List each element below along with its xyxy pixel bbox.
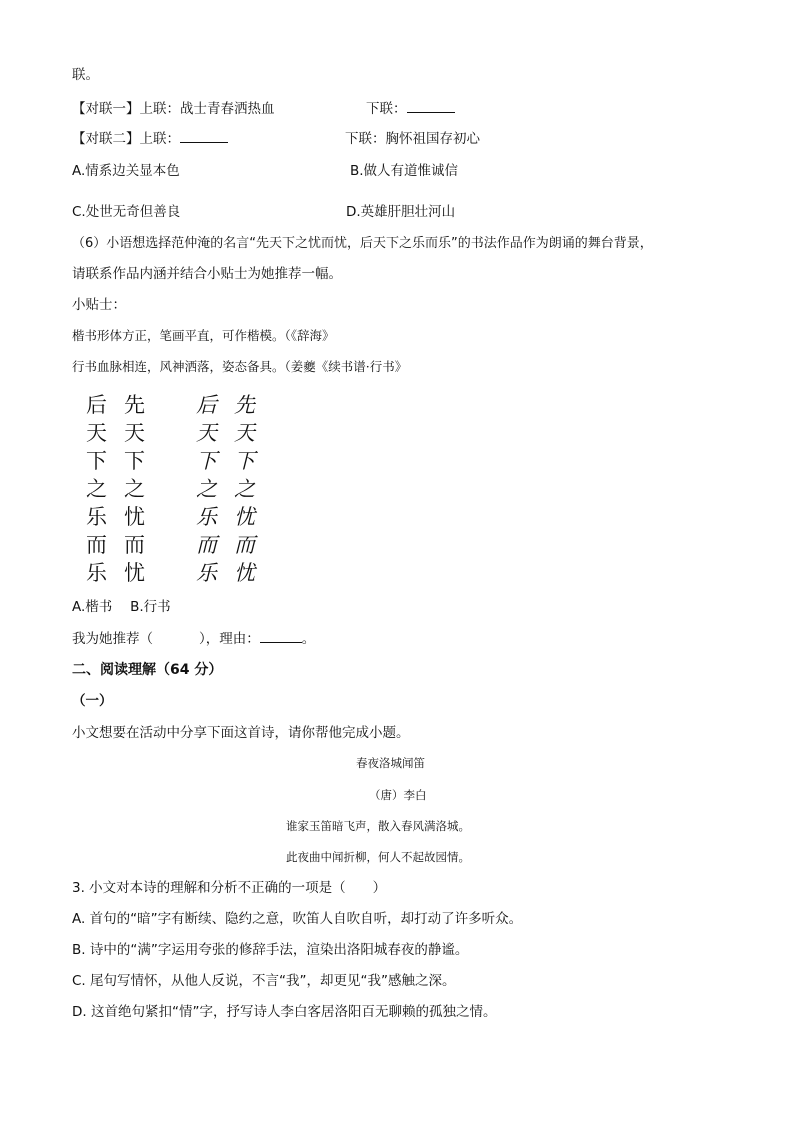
poem-line-1: 谁家玉笛暗飞声，散入春风满洛城。 [286, 819, 470, 833]
calli-char: 天 [124, 421, 145, 445]
calli-char: 先 [234, 393, 255, 417]
calli-char: 天 [234, 421, 255, 445]
question-6-line-1: （6）小语想选择范仲淹的名言“先天下之忧而忧，后天下之乐而乐”的书法作品作为朗诵的舞台背景， [72, 236, 653, 251]
calli-char: 乐 [86, 505, 107, 529]
calli-row [86, 419, 162, 447]
calli-char: 乐 [196, 561, 217, 585]
question-3-option-d: D. 这首绝句紧扣“情”字，抒写诗人李白客居洛阳百无聊赖的孤独之情。 [72, 1004, 497, 1020]
calli-char: 忧 [124, 561, 145, 585]
calli-char: 之 [86, 477, 107, 501]
question-6-line-2: 请联系作品内涵并结合小贴士为她推荐一幅。 [72, 266, 342, 282]
calli-char: 忧 [234, 561, 255, 585]
section-heading: 二、阅读理解（64 分） [72, 662, 223, 678]
q5-tail: 联。 [72, 67, 99, 83]
question-3-option-a: A. 首句的“暗”字有断续、隐约之意，吹笛人自吹自听，却打动了许多听众。 [72, 911, 523, 927]
recommend-prefix: 我为她推荐（ [72, 631, 153, 647]
calli-char: 之 [234, 477, 255, 501]
calli-char: 下 [234, 449, 255, 473]
calli-row [86, 503, 162, 531]
recommend-line [72, 630, 315, 648]
calli-char: 天 [86, 421, 107, 445]
recommend-end: 。 [301, 631, 316, 647]
calli-char: 下 [86, 449, 107, 473]
question-3-option-b: B. 诗中的“满”字运用夸张的修辞手法，渲染出洛阳城春夜的静谧。 [72, 942, 469, 958]
couplet-2-lower: 下联：胸怀祖国存初心 [345, 131, 480, 147]
calligraphy-xingshu [196, 391, 272, 587]
option-c: C.处世无奇但善良 [72, 204, 181, 220]
calli-row [86, 447, 162, 475]
calli-row [86, 559, 162, 587]
question-3-option-c: C. 尾句写情怀，从他人反说，不言“我”，却更见“我”感触之深。 [72, 973, 456, 989]
tip-xingshu: 行书血脉相连，风神洒落，姿态备具。（姜夔《续书谱·行书》 [72, 359, 408, 374]
calli-row [196, 503, 272, 531]
tips-title: 小贴士： [72, 297, 126, 313]
calli-char: 之 [124, 477, 145, 501]
calli-char: 后 [86, 393, 107, 417]
tip-kaishu: 楷书形体方正，笔画平直，可作楷模。（《辞海》 [72, 328, 335, 343]
blank-line [407, 100, 455, 113]
couplet-2 [72, 130, 228, 148]
calli-row [86, 391, 162, 419]
poem-intro: 小文想要在活动中分享下面这首诗，请你帮他完成小题。 [72, 725, 410, 741]
calli-row [86, 475, 162, 503]
calli-char: 忧 [234, 505, 255, 529]
calli-row [196, 419, 272, 447]
poem-author: （唐）李白 [369, 788, 427, 802]
blank-line [260, 630, 302, 643]
calli-row [196, 391, 272, 419]
calligraphy-kaishu [86, 391, 162, 587]
calli-char: 后 [196, 393, 217, 417]
couplet-2-upper-label: 【对联二】上联： [72, 131, 180, 147]
couplet-1 [72, 100, 275, 118]
calli-row [196, 559, 272, 587]
calli-char: 乐 [86, 561, 107, 585]
subsection-heading: （一） [72, 693, 113, 709]
option-d: D.英雄肝胆壮河山 [346, 204, 456, 220]
calli-row [196, 475, 272, 503]
poem-title: 春夜洛城闻笛 [356, 756, 425, 770]
poem-line-2: 此夜曲中闻折柳，何人不起故园情。 [286, 850, 470, 864]
calli-char: 先 [124, 393, 145, 417]
option-b: B.做人有道惟诚信 [350, 163, 459, 179]
calligraphy-options: A.楷书 B.行书 [72, 599, 171, 615]
calli-row [86, 531, 162, 559]
calli-char: 下 [124, 449, 145, 473]
calli-char: 下 [196, 449, 217, 473]
calli-char: 而 [124, 533, 145, 557]
couplet-1-lower [366, 100, 455, 118]
calli-row [196, 447, 272, 475]
calli-row [196, 531, 272, 559]
calli-char: 而 [196, 533, 217, 557]
calli-char: 之 [196, 477, 217, 501]
couplet-1-upper: 【对联一】上联：战士青春洒热血 [72, 101, 275, 117]
calli-char: 天 [196, 421, 217, 445]
calli-char: 而 [86, 533, 107, 557]
blank-line [180, 130, 228, 143]
couplet-1-lower-label: 下联： [366, 101, 407, 117]
question-3: 3. 小文对本诗的理解和分析不正确的一项是（ ） [72, 880, 387, 896]
calli-char: 忧 [124, 505, 145, 529]
calli-char: 而 [234, 533, 255, 557]
calli-char: 乐 [196, 505, 217, 529]
recommend-reason-label: ），理由： [199, 631, 260, 647]
option-a: A.情系边关显本色 [72, 163, 180, 179]
